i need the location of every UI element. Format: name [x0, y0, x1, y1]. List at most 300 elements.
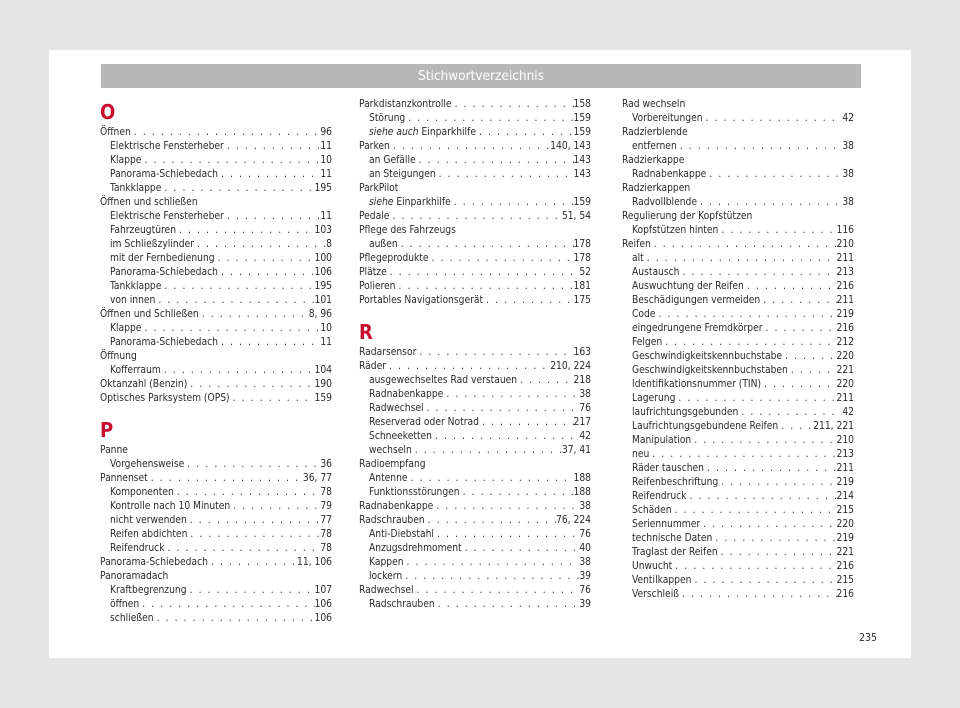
entry-pages: 78 [320, 487, 332, 498]
entry-term [622, 280, 744, 294]
entry-term-text: mit der Fernbedienung [110, 253, 215, 264]
index-entry [622, 406, 854, 420]
entry-pages: 38 [579, 557, 591, 568]
leader-dots [452, 98, 574, 112]
index-entry [100, 336, 332, 350]
entry-term-text: Elektrische Fensterheber [110, 211, 224, 222]
entry-term [622, 182, 690, 196]
leader-dots [390, 140, 550, 154]
leader-dots [404, 556, 580, 570]
entry-pages: 8 [326, 239, 332, 250]
index-heading [100, 570, 332, 584]
entry-pages: 195 [314, 281, 332, 292]
index-entry [359, 280, 591, 294]
index-entry [622, 224, 854, 238]
entry-term [359, 210, 389, 224]
index-entry [100, 364, 332, 378]
entry-term-text: Felgen [632, 337, 663, 348]
entry-pages: 36, 77 [302, 473, 332, 484]
index-entry [359, 266, 591, 280]
leader-dots [443, 388, 579, 402]
entry-term [622, 140, 677, 154]
entry-term-text: außen [369, 239, 398, 250]
entry-term-text: Fahrzeugtüren [110, 225, 177, 236]
entry-term [100, 528, 187, 542]
entry-pages: 76 [579, 529, 591, 540]
index-entry [622, 140, 854, 154]
entry-pages: 211, 221 [813, 421, 854, 432]
entry-term-text: Komponenten [110, 487, 174, 498]
entry-term [100, 500, 230, 514]
index-entry [622, 322, 854, 336]
entry-term-text: Regulierung der Kopfstützen [622, 211, 753, 222]
entry-pages: 143 [573, 155, 591, 166]
entry-term [100, 238, 194, 252]
entry-pages: 220 [836, 379, 854, 390]
index-entry [100, 252, 332, 266]
entry-term-text: Elektrische Fensterheber [110, 141, 224, 152]
entry-term [359, 430, 432, 444]
entry-term [100, 458, 184, 472]
index-entry [100, 294, 332, 308]
entry-term-text: im Schließzylinder [110, 239, 194, 250]
leader-dots [651, 238, 837, 252]
entry-term-text: Reifenbeschriftung [632, 477, 719, 488]
entry-term [359, 458, 426, 472]
entry-pages: 175 [573, 295, 591, 306]
entry-pages: 38 [842, 141, 854, 152]
entry-term-text: Radzierblende [622, 127, 688, 138]
entry-pages: 39 [579, 599, 591, 610]
entry-term-text: Schneeketten [369, 431, 432, 442]
entry-term [622, 210, 752, 224]
entry-term [622, 126, 688, 140]
entry-term [359, 598, 435, 612]
leader-dots [763, 322, 837, 336]
leader-dots [416, 346, 573, 360]
entry-term-text: Einparkhilfe [396, 197, 451, 208]
index-entry [622, 504, 854, 518]
entry-term-text: Reifen [622, 239, 651, 250]
index-heading [622, 154, 854, 168]
entry-pages: 181 [573, 281, 591, 292]
index-entry [359, 154, 591, 168]
leader-dots [761, 378, 836, 392]
leader-dots [435, 598, 580, 612]
index-entry [622, 490, 854, 504]
entry-pages: 215 [836, 505, 854, 516]
entry-term [100, 336, 218, 350]
entry-term-text: Radzierkappen [622, 183, 691, 194]
entry-pages: 11, 106 [297, 557, 332, 568]
entry-term [100, 364, 161, 378]
leader-dots [184, 458, 320, 472]
entry-term [359, 570, 402, 584]
index-page [49, 50, 911, 658]
entry-term-text: Oktanzahl (Benzin) [100, 379, 188, 390]
entry-term [359, 140, 390, 154]
entry-pages: 77 [320, 515, 332, 526]
leader-dots [187, 528, 320, 542]
entry-pages: 38 [842, 169, 854, 180]
entry-pages: 11 [320, 337, 332, 348]
entry-term-text: Kappen [369, 557, 404, 568]
index-entry [100, 182, 332, 196]
entry-term [359, 486, 460, 500]
entry-see-reference: siehe [369, 197, 394, 208]
entry-term-text: Panorama-Schiebedach [100, 557, 208, 568]
entry-pages: 219 [836, 309, 854, 320]
entry-term-text: Radnabenkappe [359, 501, 434, 512]
entry-pages: 103 [314, 225, 332, 236]
entry-term-text: Verschleiß [632, 589, 680, 600]
leader-dots [424, 402, 580, 416]
entry-term-text: neu [632, 449, 650, 460]
entry-term [622, 154, 684, 168]
entry-term-text: Kofferraum [110, 365, 161, 376]
page-header: Stichwortverzeichnis [101, 64, 861, 88]
entry-term-text: nicht verwenden [110, 515, 187, 526]
index-entry [359, 374, 591, 388]
index-heading [622, 98, 854, 112]
entry-term-text: Laufrichtungsgebundene Reifen [632, 421, 779, 432]
entry-term [622, 560, 672, 574]
entry-pages: 76 [579, 403, 591, 414]
entry-term-text: Manipulation [632, 435, 692, 446]
leader-dots [141, 154, 320, 168]
leader-dots [644, 252, 837, 266]
leader-dots [230, 500, 320, 514]
index-entry [359, 472, 591, 486]
leader-dots [432, 430, 579, 444]
index-column-3 [622, 98, 854, 602]
entry-term-text: an Gefälle [369, 155, 416, 166]
entry-pages: 214 [836, 491, 854, 502]
index-entry [359, 112, 591, 126]
entry-pages: 212 [836, 337, 854, 348]
index-entry [622, 280, 854, 294]
entry-pages: 42 [579, 431, 591, 442]
entry-term [622, 238, 651, 252]
entry-term-text: Radnabenkappe [369, 389, 444, 400]
index-entry [622, 168, 854, 182]
entry-pages: 213 [836, 267, 854, 278]
entry-term [622, 392, 675, 406]
section-gap [359, 308, 591, 318]
entry-pages: 39 [579, 571, 591, 582]
entry-pages: 211 [836, 393, 854, 404]
entry-term-text: Reifen abdichten [110, 529, 188, 540]
entry-term [100, 252, 215, 266]
entry-pages: 159 [573, 197, 591, 208]
entry-term-text: Tankklappe [110, 281, 162, 292]
index-entry [100, 308, 332, 322]
leader-dots [218, 266, 315, 280]
entry-pages: 215 [836, 575, 854, 586]
entry-term [100, 308, 199, 322]
entry-term-text: Radwechsel [369, 403, 424, 414]
entry-pages: 51, 54 [561, 211, 591, 222]
entry-term-text: eingedrungene Fremdkörper [632, 323, 763, 334]
entry-term [359, 514, 425, 528]
entry-term [100, 542, 165, 556]
entry-term [359, 444, 412, 458]
entry-term [100, 612, 154, 626]
entry-term [622, 462, 704, 476]
leader-dots [194, 238, 326, 252]
leader-dots [165, 542, 321, 556]
index-entry [100, 140, 332, 154]
index-heading [100, 350, 332, 364]
index-entry [100, 266, 332, 280]
entry-term-text: wechseln [369, 445, 412, 456]
leader-dots [154, 612, 315, 626]
entry-term [359, 182, 398, 196]
entry-term [359, 528, 434, 542]
entry-term [100, 196, 198, 210]
leader-dots [433, 500, 579, 514]
index-entry [622, 266, 854, 280]
entry-term [622, 252, 644, 266]
leader-dots [451, 196, 574, 210]
entry-term [100, 168, 218, 182]
leader-dots [718, 476, 836, 490]
entry-term-text: ParkPilot [359, 183, 399, 194]
entry-term-text: Ventilkappen [632, 575, 692, 586]
entry-pages: 106 [314, 267, 332, 278]
entry-term-text: Vorbereitungen [632, 113, 703, 124]
entry-term-text: technische Daten [632, 533, 713, 544]
index-entry [100, 392, 332, 406]
entry-term-text: Antenne [369, 473, 408, 484]
entry-term [622, 588, 679, 602]
entry-term [100, 280, 161, 294]
entry-term [100, 584, 187, 598]
entry-term-text: Klappe [110, 155, 142, 166]
index-column-1 [100, 98, 332, 626]
entry-term [100, 392, 230, 406]
leader-dots [476, 126, 574, 140]
entry-see-reference: siehe auch [369, 127, 419, 138]
index-entry [100, 598, 332, 612]
entry-pages: 106 [314, 613, 332, 624]
entry-term [100, 378, 187, 392]
entry-pages: 40 [579, 543, 591, 554]
leader-dots [700, 518, 836, 532]
entry-term [359, 360, 386, 374]
leader-dots [662, 336, 836, 350]
index-entry [622, 434, 854, 448]
entry-term [622, 448, 649, 462]
entry-term [359, 266, 387, 280]
entry-term-text: schließen [110, 613, 154, 624]
leader-dots [389, 210, 561, 224]
entry-term-text: Seriennummer [632, 519, 701, 530]
leader-dots [738, 406, 842, 420]
index-entry [359, 514, 591, 528]
section-letter: P [100, 418, 114, 442]
entry-term [622, 378, 761, 392]
entry-pages: 213 [836, 449, 854, 460]
leader-dots [462, 542, 580, 556]
entry-term [622, 518, 700, 532]
entry-term [100, 514, 187, 528]
index-heading [100, 444, 332, 458]
entry-term-text: Polieren [359, 281, 396, 292]
entry-term-text: Panoramadach [100, 571, 169, 582]
entry-pages: 42 [842, 407, 854, 418]
entry-pages: 79 [320, 501, 332, 512]
entry-pages: 10 [320, 155, 332, 166]
entry-term-text: Austausch [632, 267, 680, 278]
leader-dots [677, 140, 843, 154]
leader-dots [416, 154, 574, 168]
entry-term [100, 556, 208, 570]
index-entry [622, 112, 854, 126]
entry-term [359, 402, 424, 416]
page-number: 235 [858, 632, 877, 644]
index-entry [359, 388, 591, 402]
entry-term-text: Plätze [359, 267, 387, 278]
entry-term-text: Öffnen und Schließen [100, 309, 199, 320]
leader-dots [161, 182, 314, 196]
entry-term [359, 294, 483, 308]
index-entry [359, 556, 591, 570]
leader-dots [139, 598, 314, 612]
entry-term [359, 196, 451, 210]
leader-dots [161, 364, 315, 378]
entry-term-text: Öffnen [100, 127, 131, 138]
entry-pages: 11 [320, 211, 332, 222]
entry-term-text: Einparkhilfe [421, 127, 476, 138]
entry-term-text: Radschrauben [369, 599, 435, 610]
entry-term-text: Anzugsdrehmoment [369, 543, 462, 554]
entry-pages: 218 [573, 375, 591, 386]
entry-term-text: Pflegeprodukte [359, 253, 429, 264]
entry-term [622, 434, 691, 448]
index-entry [359, 210, 591, 224]
index-entry [359, 416, 591, 430]
leader-dots [412, 444, 562, 458]
index-entry [100, 126, 332, 140]
entry-pages: 211 [836, 295, 854, 306]
entry-term-text: Beschädigungen vermeiden [632, 295, 761, 306]
entry-term-text: Radwechsel [359, 585, 414, 596]
entry-term [622, 266, 680, 280]
leader-dots [718, 546, 837, 560]
entry-pages: 11 [320, 169, 332, 180]
entry-term [622, 196, 697, 210]
entry-pages: 36 [320, 459, 332, 470]
entry-pages: 10 [320, 323, 332, 334]
entry-pages: 42 [842, 113, 854, 124]
index-heading [100, 196, 332, 210]
entry-pages: 220 [836, 351, 854, 362]
index-entry [359, 140, 591, 154]
leader-dots [230, 392, 315, 406]
entry-term-text: an Steigungen [369, 169, 436, 180]
entry-term-text: Radzierkappe [622, 155, 685, 166]
entry-pages: 140, 143 [550, 141, 591, 152]
entry-term [359, 280, 396, 294]
index-entry [359, 570, 591, 584]
index-entry [100, 322, 332, 336]
entry-term-text: entfernen [632, 141, 677, 152]
entry-term [359, 238, 398, 252]
entry-term-text: Reserverad oder Notrad [369, 417, 479, 428]
entry-term [100, 294, 155, 308]
entry-term-text: Panorama-Schiebedach [110, 169, 218, 180]
entry-term [100, 350, 137, 364]
leader-dots [386, 360, 550, 374]
index-heading [622, 210, 854, 224]
entry-term [100, 570, 168, 584]
entry-term-text: Reifendruck [110, 543, 165, 554]
entry-pages: 76, 224 [556, 515, 591, 526]
index-entry [359, 528, 591, 542]
entry-term-text: Parkdistanzkontrolle [359, 99, 452, 110]
leader-dots [483, 294, 573, 308]
index-entry [622, 350, 854, 364]
leader-dots [782, 350, 836, 364]
entry-term-text: Klappe [110, 323, 142, 334]
entry-term-text: Radnabenkappe [632, 169, 707, 180]
leader-dots [176, 224, 314, 238]
index-entry [359, 360, 591, 374]
entry-term-text: alt [632, 253, 644, 264]
entry-term [359, 542, 462, 556]
entry-term [622, 504, 672, 518]
entry-pages: 211 [836, 463, 854, 474]
leader-dots [655, 308, 836, 322]
entry-term [622, 224, 718, 238]
entry-term [100, 154, 141, 168]
index-entry [622, 308, 854, 322]
index-entry [100, 584, 332, 598]
entry-term-text: Auswuchtung der Reifen [632, 281, 744, 292]
entry-term [100, 486, 174, 500]
entry-term [359, 556, 404, 570]
entry-pages: 38 [579, 389, 591, 400]
index-entry [359, 584, 591, 598]
entry-pages: 78 [320, 543, 332, 554]
leader-dots [387, 266, 580, 280]
entry-term [622, 546, 718, 560]
entry-term [622, 308, 655, 322]
leader-dots [712, 532, 836, 546]
entry-term [359, 374, 517, 388]
entry-pages: 216 [836, 589, 854, 600]
section-letter: R [359, 320, 373, 344]
entry-term-text: Panne [100, 445, 128, 456]
entry-term-text: Pedale [359, 211, 390, 222]
leader-dots [187, 378, 314, 392]
entry-term [100, 210, 224, 224]
leader-dots [224, 210, 321, 224]
leader-dots [680, 266, 837, 280]
leader-dots [402, 570, 579, 584]
entry-term-text: Rad wechseln [622, 99, 686, 110]
entry-pages: 221 [836, 547, 854, 558]
entry-term [622, 574, 691, 588]
leader-dots [187, 584, 315, 598]
leader-dots [679, 588, 836, 602]
entry-pages: 107 [314, 585, 332, 596]
entry-term-text: Geschwindigkeitskennbuchstaben [632, 365, 788, 376]
entry-term [100, 598, 139, 612]
entry-pages: 158 [573, 99, 591, 110]
entry-term [359, 500, 433, 514]
